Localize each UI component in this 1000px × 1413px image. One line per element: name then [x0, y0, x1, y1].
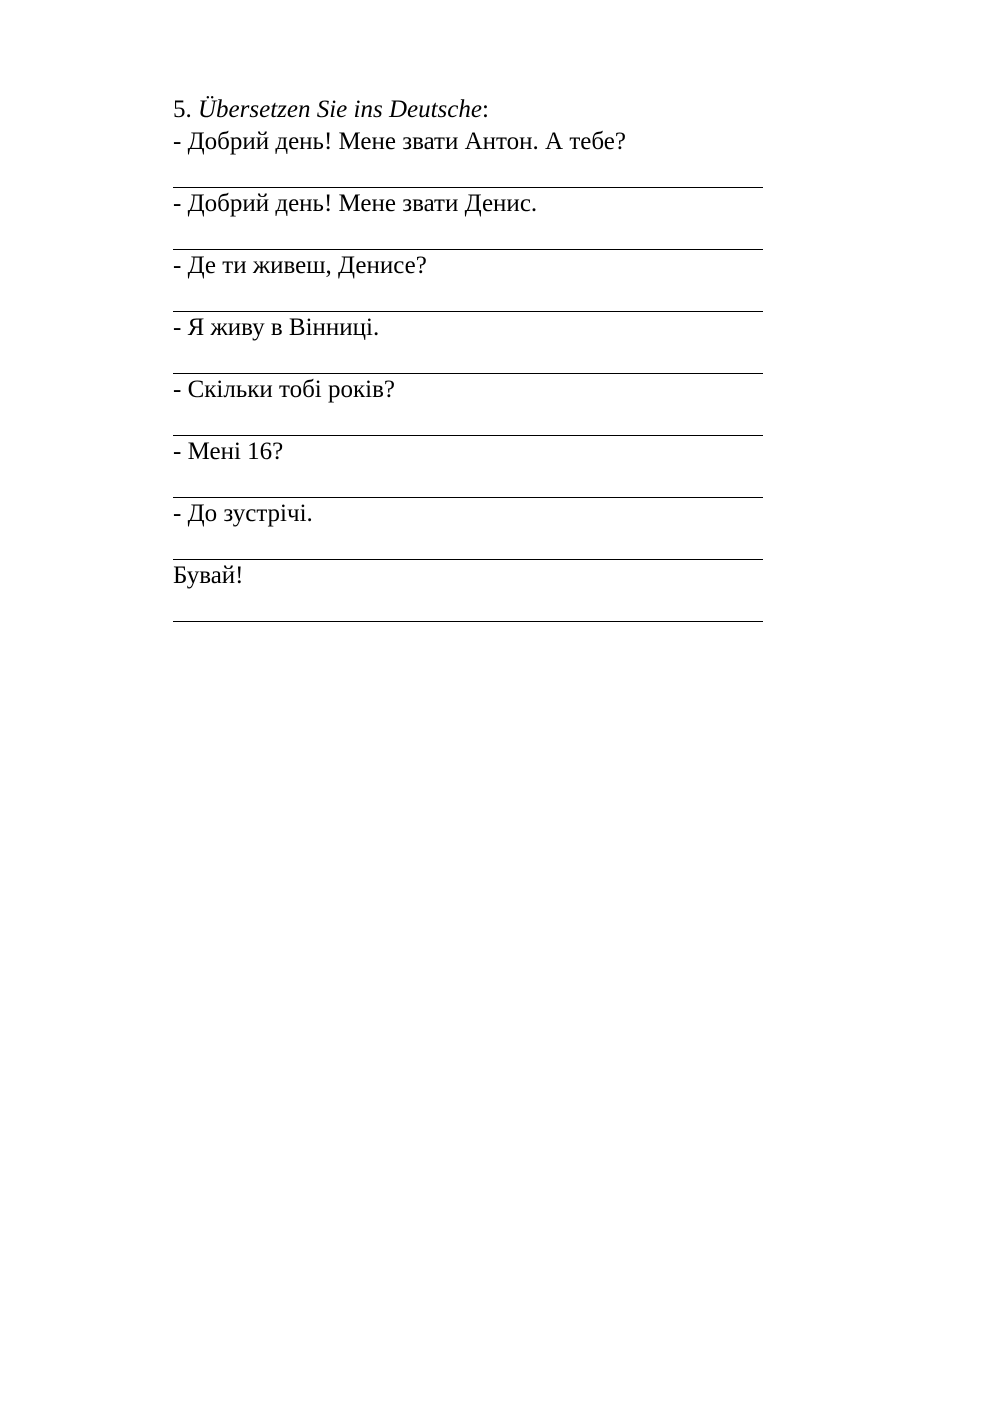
dialogue-prompt: - Добрий день! Мене звати Антон. А тебе?: [173, 128, 626, 155]
answer-line[interactable]: [173, 344, 763, 374]
answer-line[interactable]: [173, 592, 763, 622]
dialogue-prompt: Бувай!: [173, 562, 244, 589]
exercise-number: 5.: [173, 96, 192, 123]
worksheet: [173, 94, 773, 622]
dialogue-prompt: - До зустрічі.: [173, 500, 313, 527]
dialogue-prompt: - Мені 16?: [173, 438, 284, 465]
answer-line[interactable]: [173, 530, 763, 560]
exercise-title: Übersetzen Sie ins Deutsche: [198, 96, 482, 123]
answer-line[interactable]: [173, 468, 763, 498]
dialogue-item: [173, 436, 773, 498]
answer-line[interactable]: [173, 282, 763, 312]
answer-line[interactable]: [173, 220, 763, 250]
dialogue-prompt: - Де ти живеш, Денисе?: [173, 252, 427, 279]
exercise-title-suffix: :: [481, 96, 489, 123]
exercise-heading: [173, 94, 773, 126]
dialogue-item: [173, 498, 773, 560]
dialogue-prompt: - Я живу в Вінниці.: [173, 314, 380, 341]
dialogue-item: [173, 126, 773, 188]
dialogue-item: [173, 250, 773, 312]
answer-line[interactable]: [173, 406, 763, 436]
answer-line[interactable]: [173, 158, 763, 188]
dialogue-prompt: - Скільки тобі років?: [173, 376, 395, 403]
dialogue-prompt: - Добрий день! Мене звати Денис.: [173, 190, 538, 217]
dialogue-item: [173, 312, 773, 374]
dialogue-item: [173, 374, 773, 436]
dialogue-item: [173, 188, 773, 250]
dialogue-item: [173, 560, 773, 622]
